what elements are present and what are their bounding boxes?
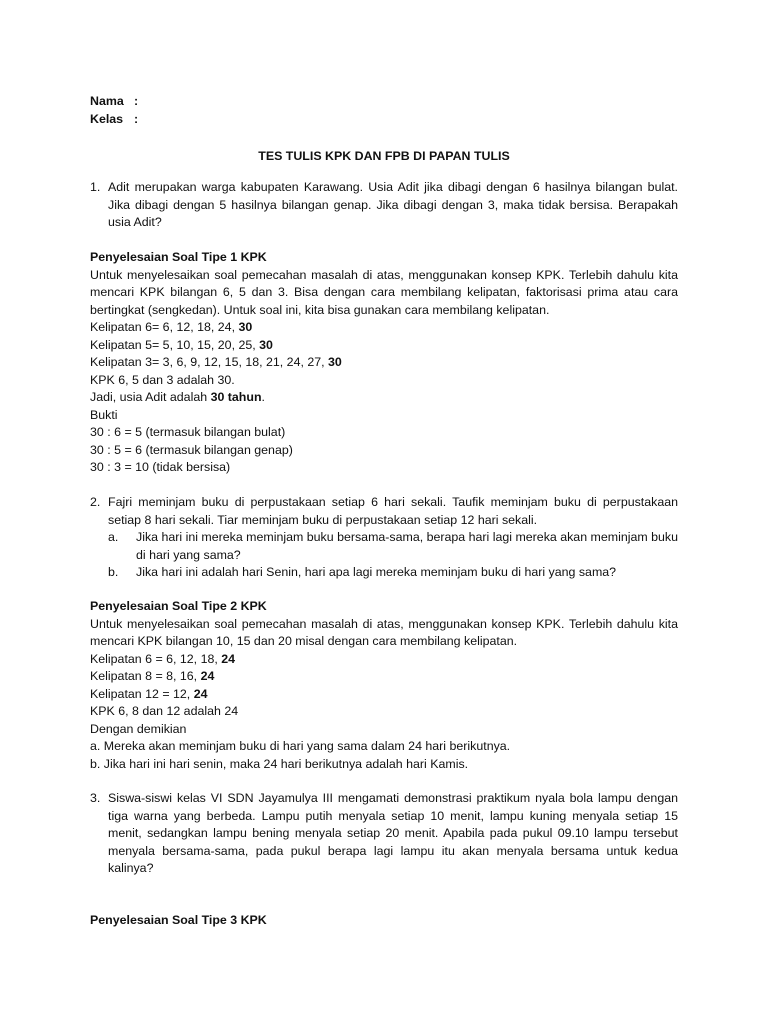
- sub-letter: a.: [108, 530, 119, 544]
- solution-line: Kelipatan 6= 6, 12, 18, 24, 30: [90, 320, 253, 334]
- question-number: 3.: [90, 791, 101, 805]
- solution-line: Dengan demikian: [90, 721, 187, 736]
- sub-letter: b.: [108, 565, 119, 579]
- solution-line: Bukti: [90, 407, 118, 422]
- question-number: 1.: [90, 180, 101, 194]
- kelas-colon: :: [134, 112, 139, 126]
- nama-colon: :: [134, 94, 139, 108]
- solution-line: 30 : 3 = 10 (tidak bersisa): [90, 460, 231, 474]
- nama-field: [90, 93, 138, 111]
- question-text: Siswa-siswi kelas VI SDN Jayamulya III mengamati demonstrasi praktikum nyala bola lampu dengan tiga warna yang berbeda. Lampu putih menyala setiap 10 menit, lampu kuning menyala setiap 15 menit, sedangkan lampu bening menyala setiap 20 menit. Apabila pada pukul 09.10 lampu tersebut menyala bersama-sama, pada pukul berapa lagi lampu itu akan menyala bersama untuk kedua kalinya?: [108, 791, 678, 875]
- kelas-label: Kelas: [90, 112, 124, 126]
- solution-line: 30 : 6 = 5 (termasuk bilangan bulat): [90, 425, 286, 439]
- solution-line: KPK 6, 8 dan 12 adalah 24: [90, 704, 239, 718]
- question-text: Fajri meminjam buku di perpustakaan setiap 6 hari sekali. Taufik meminjam buku di perpustakaan setiap 8 hari sekali. Tiar meminjam buku di perpustakaan setiap 12 hari sekali.: [108, 495, 678, 527]
- solution-line: KPK 6, 5 dan 3 adalah 30.: [90, 372, 235, 387]
- solution-intro: Untuk menyelesaikan soal pemecahan masalah di atas, menggunakan konsep KPK. Terlebih dahulu kita mencari KPK bilangan 10, 15 dan 20 misal dengan cara membilang kelipatan.: [90, 616, 678, 648]
- question-text: Adit merupakan warga kabupaten Karawang. Usia Adit jika dibagi dengan 6 hasilnya bilangan bulat. Jika dibagi dengan 5 hasilnya bilangan genap. Jika dibagi dengan 3, maka tidak bersisa. Berapakah usia Adit?: [108, 180, 678, 229]
- question-number: 2.: [90, 495, 101, 509]
- solution-line: Jadi, usia Adit adalah 30 tahun.: [90, 390, 265, 404]
- solution-3: [90, 912, 678, 930]
- sub-question-a: [108, 529, 678, 564]
- solution-line: a. Mereka akan meminjam buku di hari yang sama dalam 24 hari berikutnya.: [90, 739, 511, 753]
- solution-2: [90, 598, 678, 773]
- solution-line: Kelipatan 8 = 8, 16, 24: [90, 669, 215, 683]
- section-heading: Penyelesaian Soal Tipe 1 KPK: [90, 250, 267, 264]
- kelas-field: [90, 111, 138, 129]
- sub-text: Jika hari ini mereka meminjam buku bersama-sama, berapa hari lagi mereka akan meminjam buku di hari yang sama?: [136, 530, 678, 562]
- sub-question-b: [108, 564, 678, 582]
- question-3: [90, 790, 678, 878]
- solution-line: b. Jika hari ini hari senin, maka 24 hari berikutnya adalah hari Kamis.: [90, 756, 469, 771]
- solution-1: [90, 249, 678, 477]
- nama-label: Nama: [90, 94, 124, 108]
- solution-line: Kelipatan 6 = 6, 12, 18, 24: [90, 651, 236, 666]
- solution-intro: Untuk menyelesaikan soal pemecahan masalah di atas, menggunakan konsep KPK. Terlebih dahulu kita mencari KPK bilangan 6, 5 dan 3. Bisa dengan cara membilang kelipatan, faktorisasi prima atau cara bertingkat (sengkedan). Untuk soal ini, kita bisa gunakan cara membilang kelipatan.: [90, 267, 678, 317]
- document-title: TES TULIS KPK DAN FPB DI PAPAN TULIS: [258, 149, 510, 163]
- section-heading: Penyelesaian Soal Tipe 3 KPK: [90, 913, 267, 927]
- question-1: [90, 179, 678, 232]
- solution-line: Kelipatan 3= 3, 6, 9, 12, 15, 18, 21, 24, 27, 30: [90, 355, 342, 369]
- section-heading: Penyelesaian Soal Tipe 2 KPK: [90, 599, 267, 613]
- solution-line: Kelipatan 12 = 12, 24: [90, 686, 208, 701]
- sub-text: Jika hari ini adalah hari Senin, hari apa lagi mereka meminjam buku di hari yang sama?: [136, 565, 617, 579]
- solution-line: Kelipatan 5= 5, 10, 15, 20, 25, 30: [90, 337, 273, 352]
- solution-line: 30 : 5 = 6 (termasuk bilangan genap): [90, 442, 293, 457]
- question-2: [90, 494, 678, 582]
